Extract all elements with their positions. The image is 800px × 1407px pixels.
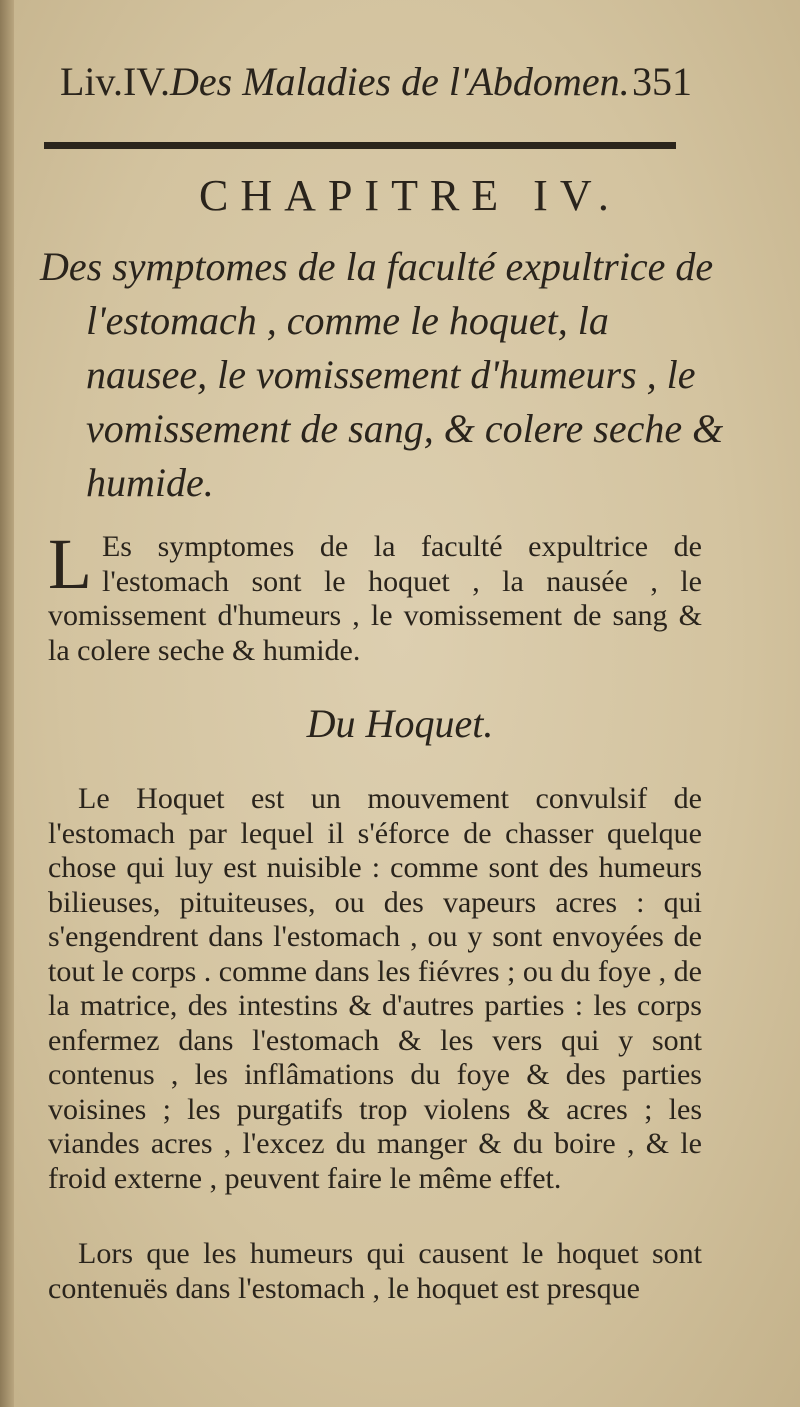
running-head-title xyxy=(60,58,630,105)
drop-cap: L xyxy=(48,524,92,604)
running-head xyxy=(60,58,700,108)
intro-paragraph xyxy=(48,524,702,668)
chapter-subtitle: Des symptomes de la faculté expultrice de l'estomach , comme le hoquet, la nausee, le vomissement d'humeurs , le vomissement de sang, & colere seche & humide. xyxy=(40,244,724,505)
section-paragraph-2: Lors que les humeurs qui causent le hoquet sont contenuës dans l'estomach , le hoquet est presque xyxy=(48,1237,702,1305)
chapter-heading: CHAPITRE IV. xyxy=(199,171,621,220)
section-paragraph-1: Le Hoquet est un mouvement convulsif de l'estomach par lequel il s'éforce de chasser quelque chose qui luy est nuisible : comme sont des humeurs bilieuses, pituiteuses, ou des vapeurs acres : qui s'engendrent dans l'estomach , ou y sont envoyées de tout le corps . comme dans les fiévres ; ou du foye , de la matrice, des intestins & d'autres parties : les corps enfermez dans l'estomach & les vers qui y sont contenus , les inflâmations du foye & des parties voisines ; les purgatifs trop violens & acres ; les viandes acres , l'excez du manger & du boire , & le froid externe , peuvent faire le même effet. xyxy=(48,782,702,1195)
section-heading: Du Hoquet. xyxy=(306,701,494,746)
intro-text: Es symptomes de la faculté expultrice de l'estomach sont le hoquet , la nausée , le vomissement d'humeurs , le vomissement de sang & la colere seche & humide. xyxy=(48,530,702,667)
book-title: Des Maladies de l'Abdomen. xyxy=(170,59,630,104)
header-rule xyxy=(44,142,676,149)
page-number: 351 xyxy=(632,59,692,104)
book-number: Liv.IV. xyxy=(60,59,170,104)
